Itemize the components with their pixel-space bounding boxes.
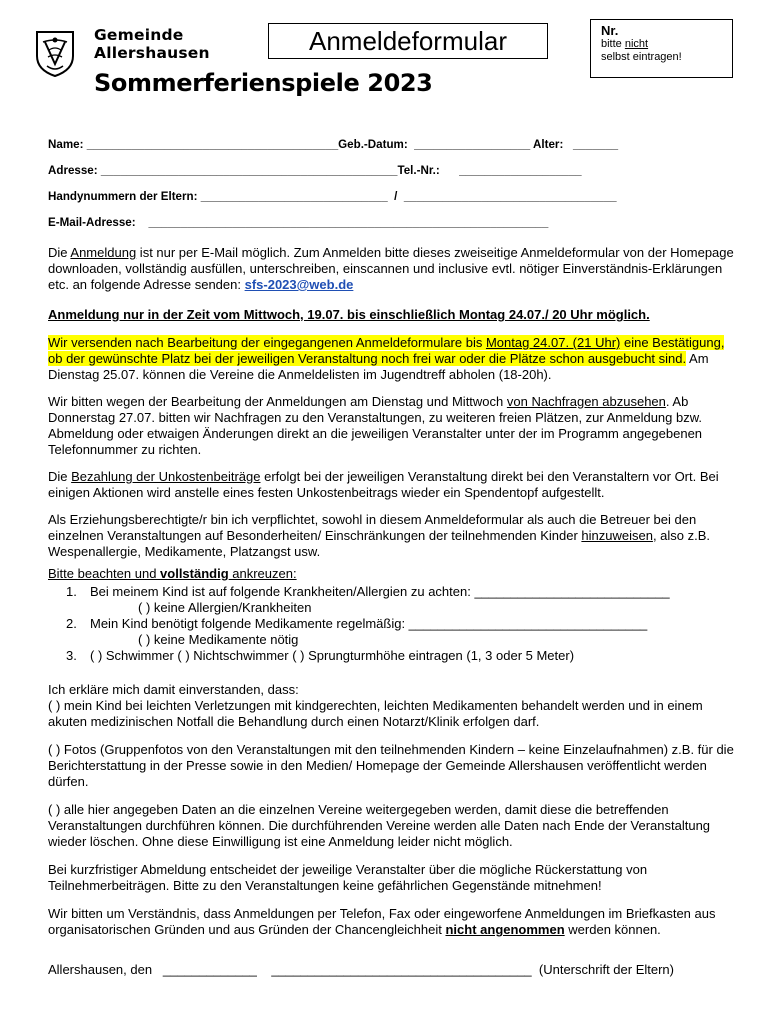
number-note-line-2: selbst eintragen! — [601, 51, 682, 63]
checklist-item — [48, 648, 740, 664]
consent-photos[interactable]: ( ) Fotos (Gruppenfotos von den Veranstaltungen mit den teilnehmenden Kindern – keine Einzelaufnahmen) z.B. für die Berichterstattung in der Presse sowie in den Medien/ Homepage der Gemeinde Allershausen veröffentlicht werden dürfen. — [48, 742, 734, 789]
age-label: Alter: — [533, 138, 564, 151]
payment-underlined: Bezahlung der Unkostenbeiträge — [71, 469, 261, 484]
checklist-item-text[interactable]: ( ) Schwimmer ( ) Nichtschwimmer ( ) Sprungturmhöhe eintragen (1, 3 oder 5 Meter) — [90, 648, 575, 663]
checklist-heading-1: Bitte beachten und — [48, 566, 161, 581]
municipality-name — [94, 26, 210, 62]
intro-anmeldung: Anmeldung — [70, 245, 137, 260]
checklist-item-number: 1. — [66, 584, 77, 599]
municipal-crest-icon — [35, 30, 75, 78]
confirmation-paragraph — [48, 335, 740, 383]
payment-paragraph — [48, 469, 740, 501]
not-accepted-text-1: Wir bitten um Verständnis, dass Anmeldungen per Telefon, Fax oder eingeworfene Anmeldungen im Briefkasten aus organisatorischen Gründen und aus Gründen der Chancengleichheit — [48, 906, 716, 937]
signature-date-field[interactable]: _____________ — [162, 962, 257, 977]
number-box — [590, 19, 733, 78]
checklist-item-option[interactable]: ( ) keine Allergien/Krankheiten — [138, 600, 312, 615]
guardian-text-2: , also z.B. Wespenallergie, Medikamente, Platzangst usw. — [48, 528, 711, 559]
guardian-paragraph — [48, 512, 740, 560]
intro-text-2: ist nur per E-Mail möglich. Zum Anmelden bitte dieses zweiseitige Anmeldeformular von der Homepage downloaden, vollständig ausfüllen, unterschreiben, einscannen und inclusive evtl. nötiger Einverständnis-Erklärungen etc. an folgende Adresse senden: — [48, 245, 734, 292]
name-row — [48, 138, 618, 152]
guardian-underlined: hinzuweisen — [581, 528, 653, 543]
dob-label: Geb.-Datum: — [338, 138, 408, 151]
signature-place: Allershausen, den — [48, 962, 153, 977]
consent-intro: Ich erkläre mich damit einverstanden, dass: — [48, 682, 299, 697]
inquiries-underlined: von Nachfragen abzusehen — [506, 394, 666, 409]
name-field[interactable]: _______________________________________ — [86, 138, 339, 151]
checklist-item — [48, 584, 740, 616]
signature-label: (Unterschrift der Eltern) — [538, 962, 674, 977]
event-title: Sommerferienspiele 2023 — [94, 69, 433, 97]
number-note-emphasis: nicht — [624, 38, 649, 50]
signature-row — [48, 962, 674, 978]
inquiries-text-2: . Ab Donnerstag 27.07. bitten wir Nachfragen zu den Veranstaltungen, zu weiteren freien Plätzen, zur Anmeldung bzw. Abmeldung oder etwaigen Änderungen direkt an die jeweiligen Veranstalter unter der im Programm angegebenen Telefonnummer zu richten. — [48, 394, 703, 457]
checklist-item-option[interactable]: ( ) keine Medikamente nötig — [138, 632, 299, 647]
address-row — [48, 164, 582, 178]
phone-label: Tel.-Nr.: — [397, 164, 440, 177]
address-label: Adresse: — [48, 164, 98, 177]
confirmation-date: Montag 24.07. (21 Uhr) — [485, 335, 621, 350]
municipality-line-1: Gemeinde — [94, 26, 184, 44]
checklist — [48, 584, 740, 664]
parents-phone-field-2[interactable]: _________________________________ — [403, 190, 617, 203]
parents-phone-separator: / — [394, 190, 398, 203]
number-note-prefix: bitte — [601, 38, 625, 50]
contact-email-link[interactable]: sfs-2023@web.de — [244, 277, 354, 292]
not-accepted-emphasis: nicht angenommen — [445, 922, 565, 937]
consent-medical[interactable]: ( ) mein Kind bei leichten Verletzungen mit kindgerechten, leichten Medikamenten behandelt werden und in einem akuten medizinischen Notfall die Behandlung durch einen Notarzt/Klinik erfolgen darf. — [48, 698, 703, 729]
address-field[interactable]: ______________________________________________ — [100, 164, 398, 177]
checklist-item — [48, 616, 740, 648]
number-note — [601, 38, 722, 51]
guardian-text-1: Als Erziehungsberechtigte/r bin ich verpflichtet, sowohl in diesem Anmeldeformular als auch die Betreuer bei den einzelnen Veranstaltungen auf Besonderheiten/ Einschränkungen der teilnehmenden Kinder — [48, 512, 697, 543]
cancellation-paragraph: Bei kurzfristiger Abmeldung entscheidet der jeweilige Veranstalter über die mögliche Rückerstattung von Teilnehmerbeiträgen. Bitte zu den Veranstaltungen keine gefährlichen Gegenstände mitnehmen! — [48, 862, 648, 893]
phone-field[interactable]: ___________________ — [459, 164, 582, 177]
email-row — [48, 216, 548, 230]
payment-text-2: erfolgt bei der jeweiligen Veranstaltung direkt bei den Veranstaltern vor Ort. Bei einigen Aktionen wird anstelle eines festen Unkostenbeitrags wieder ein Spendentopf aufgestellt. — [48, 469, 719, 500]
checklist-heading — [48, 566, 740, 582]
confirmation-text-3: Am Dienstag 25.07. können die Vereine die Anmeldelisten im Jugendtreff abholen (18-20h). — [48, 351, 709, 382]
payment-text-1: Die — [48, 469, 72, 484]
inquiries-paragraph — [48, 394, 740, 458]
email-field[interactable]: ______________________________________________________________ — [148, 216, 549, 229]
consent-data[interactable]: ( ) alle hier angegeben Daten an die einzelnen Vereine weitergegeben werden, damit diese die betreffenden Veranstaltungen durchführen können. Die durchführenden Vereine werden alle Daten nach Ende der Veranstaltung wieder löschen. Ohne diese Einwilligung ist eine Anmeldung leider nicht möglich. — [48, 802, 711, 849]
dob-field[interactable]: __________________ — [414, 138, 531, 151]
signature-field[interactable]: ____________________________________ — [271, 962, 532, 977]
confirmation-text-1: Wir versenden nach Bearbeitung der eingegangenen Anmeldeformulare bis — [48, 335, 486, 350]
intro-paragraph — [48, 245, 740, 293]
intro-text-1: Die — [48, 245, 71, 260]
age-field[interactable]: _______ — [572, 138, 619, 151]
checklist-item-text[interactable]: Mein Kind benötigt folgende Medikamente regelmäßig: _________________________________ — [90, 616, 648, 631]
municipality-line-2: Allershausen — [94, 44, 210, 62]
checklist-item-number: 3. — [66, 648, 77, 663]
not-accepted-paragraph — [48, 906, 740, 938]
checklist-item-text[interactable]: Bei meinem Kind ist auf folgende Krankheiten/Allergien zu achten: ___________________________ — [90, 584, 670, 599]
parents-phone-field-1[interactable]: _____________________________ — [200, 190, 388, 203]
checklist-heading-3: ankreuzen: — [228, 566, 297, 581]
inquiries-text-1: Wir bitten wegen der Bearbeitung der Anmeldungen am Dienstag und Mittwoch — [48, 394, 507, 409]
form-title: Anmeldeformular — [268, 23, 548, 59]
body-text — [48, 245, 740, 938]
name-label: Name: — [48, 138, 84, 151]
parents-phone-row — [48, 190, 617, 204]
checklist-item-number: 2. — [66, 616, 77, 631]
checklist-heading-2: vollständig — [160, 566, 229, 581]
not-accepted-text-2: werden können. — [564, 922, 661, 937]
number-label: Nr. — [601, 23, 619, 38]
parents-phone-label: Handynummern der Eltern: — [48, 190, 198, 203]
registration-period-notice: Anmeldung nur in der Zeit vom Mittwoch, 19.07. bis einschließlich Montag 24.07./ 20 Uhr möglich. — [48, 307, 650, 322]
email-label: E-Mail-Adresse: — [48, 216, 136, 229]
confirmation-text-2: eine Bestätigung, ob der gewünschte Platz bei der jeweiligen Veranstaltung noch frei war oder die Plätze schon ausgebucht sind. — [48, 335, 725, 366]
